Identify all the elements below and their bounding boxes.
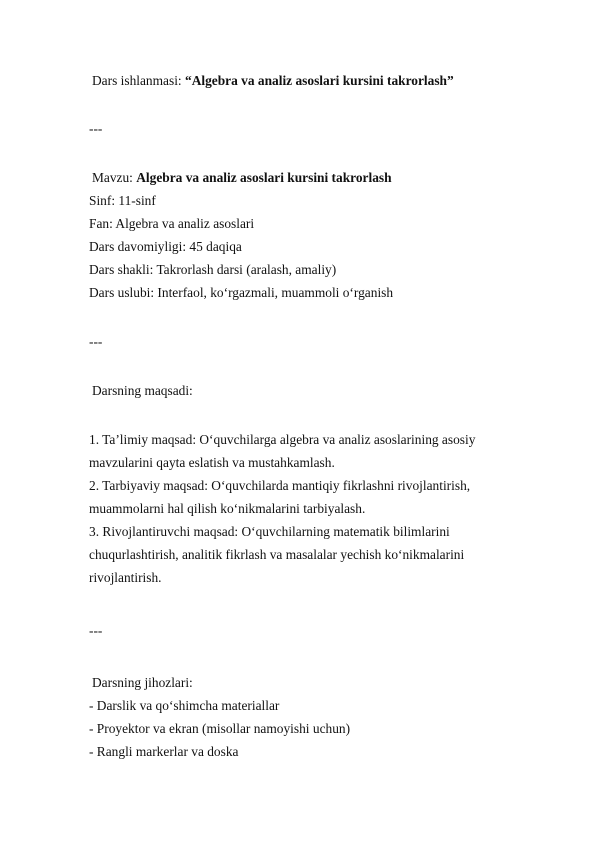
header-label: Dars ishlanmasi: [92, 73, 182, 88]
separator: --- [89, 121, 103, 136]
separator: --- [89, 334, 103, 349]
equipment-item: - Proyektor va ekran (misollar namoyishi uchun) [89, 721, 351, 736]
subject-line: Fan: Algebra va analiz asoslari [89, 216, 255, 231]
goal-line: 1. Ta’limiy maqsad: O‘quvchilarga algebra va analiz asoslarining asosiy [89, 432, 476, 447]
topic-line [92, 167, 392, 189]
lesson-plan-header [92, 70, 454, 92]
grade-line: Sinf: 11-sinf [89, 193, 156, 208]
header-title: “Algebra va analiz asoslari kursini takrorlash” [185, 73, 454, 88]
form-line: Dars shakli: Takrorlash darsi (aralash, amaliy) [89, 262, 337, 277]
equipment-heading: Darsning jihozlari: [92, 675, 193, 690]
goal-line: 2. Tarbiyaviy maqsad: O‘quvchilarda mantiqiy fikrlashni rivojlantirish, [89, 478, 471, 493]
goal-line: 3. Rivojlantiruvchi maqsad: O‘quvchilarning matematik bilimlarini [89, 524, 450, 539]
equipment-item: - Rangli markerlar va doska [89, 744, 239, 759]
goal-line: chuqurlashtirish, analitik fikrlash va masalalar yechish ko‘nikmalarini [89, 547, 465, 562]
duration-line: Dars davomiyligi: 45 daqiqa [89, 239, 242, 254]
method-line: Dars uslubi: Interfaol, ko‘rgazmali, muammoli o‘rganish [89, 285, 394, 300]
topic-value: Algebra va analiz asoslari kursini takrorlash [136, 170, 392, 185]
goal-line: muammolarni hal qilish ko‘nikmalarini tarbiyalash. [89, 501, 366, 516]
separator: --- [89, 623, 103, 638]
goal-line: rivojlantirish. [89, 570, 162, 585]
equipment-item: - Darslik va qo‘shimcha materiallar [89, 698, 280, 713]
goal-line: mavzularini qayta eslatish va mustahkamlash. [89, 455, 335, 470]
goals-heading: Darsning maqsadi: [92, 383, 193, 398]
topic-label: Mavzu: [92, 170, 133, 185]
